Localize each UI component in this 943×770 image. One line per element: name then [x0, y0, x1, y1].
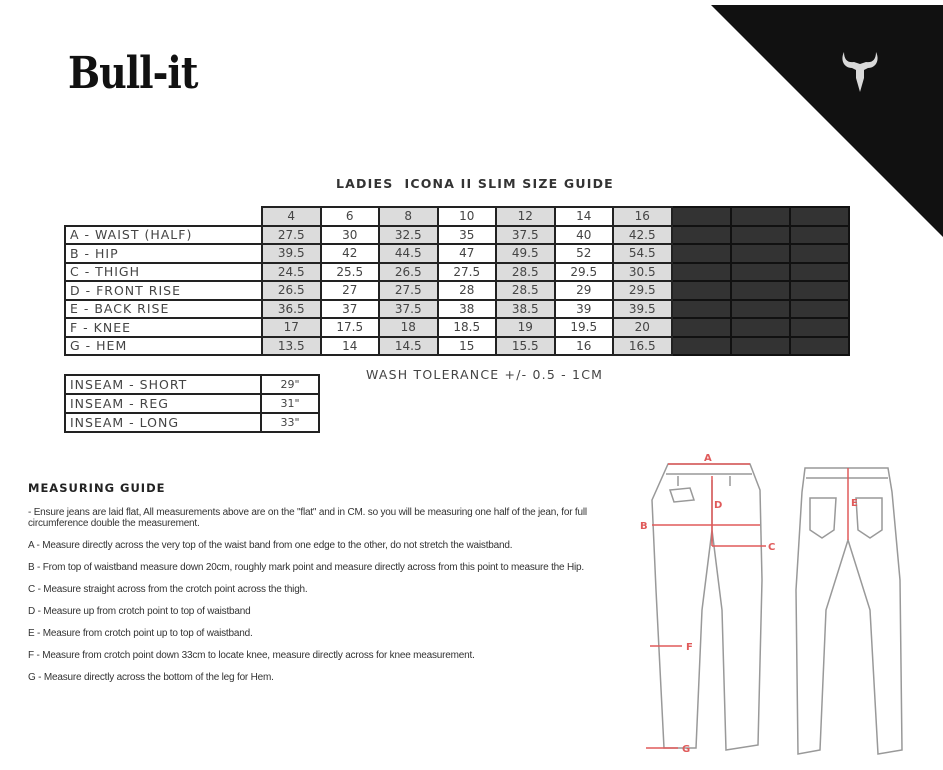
empty-dark-cell: [790, 300, 849, 319]
measurement-value: 28.5: [496, 263, 555, 282]
empty-dark-cell: [790, 244, 849, 263]
measurement-row: [65, 226, 849, 245]
measurement-value: 27.5: [438, 263, 497, 282]
measurement-value: 15.5: [496, 337, 555, 356]
measurement-value: 44.5: [379, 244, 438, 263]
jeans-front-outline: [652, 464, 762, 750]
measurement-value: 39: [555, 300, 614, 319]
measurement-label: A - WAIST (HALF): [65, 226, 262, 245]
measurement-value: 29.5: [555, 263, 614, 282]
measurement-value: 14: [321, 337, 380, 356]
guide-item-e: E - Measure from crotch point up to top of waistband.: [28, 628, 253, 639]
measurement-value: 16: [555, 337, 614, 356]
measurement-value: 35: [438, 226, 497, 245]
bull-head-icon: [838, 48, 882, 96]
inseam-row: [65, 394, 319, 413]
measurement-value: 52: [555, 244, 614, 263]
svg-text:A: A: [704, 453, 712, 464]
measurement-label: G - HEM: [65, 337, 262, 356]
measurement-value: 14.5: [379, 337, 438, 356]
measurement-value: 18.5: [438, 318, 497, 337]
measurement-value: 49.5: [496, 244, 555, 263]
svg-text:G: G: [682, 744, 691, 755]
inseam-row: [65, 375, 319, 394]
svg-text:F: F: [686, 642, 693, 653]
empty-dark-cell: [790, 318, 849, 337]
measurement-row: [65, 300, 849, 319]
brand-logo: Bull-it: [68, 46, 198, 99]
measuring-guide-heading: MEASURING GUIDE: [28, 481, 166, 495]
measurement-value: 20: [613, 318, 672, 337]
measurement-value: 26.5: [262, 281, 321, 300]
measurement-value: 30.5: [613, 263, 672, 282]
measurement-value: 36.5: [262, 300, 321, 319]
svg-text:E: E: [851, 498, 858, 509]
size-header-row: [65, 207, 849, 226]
empty-dark-cell: [731, 207, 790, 226]
empty-dark-cell: [731, 281, 790, 300]
empty-dark-cell: [731, 337, 790, 356]
empty-dark-cell: [790, 263, 849, 282]
inseam-label: INSEAM - REG: [65, 394, 261, 413]
measurement-value: 28.5: [496, 281, 555, 300]
empty-dark-cell: [672, 244, 731, 263]
measurement-value: 26.5: [379, 263, 438, 282]
measurement-value: 25.5: [321, 263, 380, 282]
empty-dark-cell: [790, 337, 849, 356]
empty-dark-cell: [790, 207, 849, 226]
empty-dark-cell: [790, 226, 849, 245]
measurement-value: 13.5: [262, 337, 321, 356]
measuring-guide-list: [28, 507, 608, 694]
size-header: 8: [379, 207, 438, 226]
measurement-value: 37.5: [496, 226, 555, 245]
measurement-value: 42.5: [613, 226, 672, 245]
inseam-value: 31": [261, 394, 319, 413]
measurement-value: 30: [321, 226, 380, 245]
measurement-row: [65, 263, 849, 282]
empty-dark-cell: [672, 300, 731, 319]
measurement-value: 27.5: [262, 226, 321, 245]
guide-item-b: B - From top of waistband measure down 20cm, roughly mark point and measure directly across from this point to measure the Hip.: [28, 562, 584, 573]
inseam-table: [64, 374, 320, 433]
measurement-value: 38: [438, 300, 497, 319]
measurement-row: [65, 337, 849, 356]
measurement-value: 24.5: [262, 263, 321, 282]
measurement-value: 19.5: [555, 318, 614, 337]
measurement-value: 38.5: [496, 300, 555, 319]
inseam-label: INSEAM - LONG: [65, 413, 261, 432]
measurement-value: 27.5: [379, 281, 438, 300]
guide-item-d: D - Measure up from crotch point to top of waistband: [28, 606, 251, 617]
measurement-label: B - HIP: [65, 244, 262, 263]
empty-dark-cell: [731, 318, 790, 337]
measurement-row: [65, 318, 849, 337]
measurement-label: F - KNEE: [65, 318, 262, 337]
measurement-value: 40: [555, 226, 614, 245]
measurement-value: 47: [438, 244, 497, 263]
empty-dark-cell: [672, 318, 731, 337]
measurement-label: C - THIGH: [65, 263, 262, 282]
empty-dark-cell: [731, 263, 790, 282]
jeans-back-outline: [796, 468, 902, 754]
empty-dark-cell: [672, 337, 731, 356]
guide-item-a: A - Measure directly across the very top of the waist band from one edge to the other, do not stretch the waistband.: [28, 540, 513, 551]
guide-item-c: C - Measure straight across from the crotch point across the thigh.: [28, 584, 308, 595]
measurement-value: 19: [496, 318, 555, 337]
measurement-value: 39.5: [613, 300, 672, 319]
measurement-value: 15: [438, 337, 497, 356]
guide-item-intro: - Ensure jeans are laid flat, All measurements above are on the "flat" and in CM. so you will be measuring one half of the jean, for full circumference double the measurement.: [28, 507, 587, 529]
measurement-value: 37: [321, 300, 380, 319]
size-header: 14: [555, 207, 614, 226]
empty-dark-cell: [731, 300, 790, 319]
measurement-value: 27: [321, 281, 380, 300]
svg-text:D: D: [714, 500, 723, 511]
inseam-row: [65, 413, 319, 432]
measurement-value: 17: [262, 318, 321, 337]
inseam-value: 33": [261, 413, 319, 432]
measurement-value: 29.5: [613, 281, 672, 300]
header-blank-cell: [65, 207, 262, 226]
wash-tolerance-note: WASH TOLERANCE +/- 0.5 - 1CM: [366, 367, 604, 382]
size-header: 4: [262, 207, 321, 226]
measurement-label: E - BACK RISE: [65, 300, 262, 319]
size-header: 16: [613, 207, 672, 226]
size-header: 10: [438, 207, 497, 226]
measurement-label: D - FRONT RISE: [65, 281, 262, 300]
corner-triangle: [711, 5, 943, 237]
measurement-value: 17.5: [321, 318, 380, 337]
measurement-value: 37.5: [379, 300, 438, 319]
measurement-row: [65, 281, 849, 300]
measurement-row: [65, 244, 849, 263]
empty-dark-cell: [672, 281, 731, 300]
measurement-value: 54.5: [613, 244, 672, 263]
empty-dark-cell: [731, 226, 790, 245]
measurement-value: 42: [321, 244, 380, 263]
jeans-measurement-diagram: [630, 450, 930, 760]
measurement-value: 29: [555, 281, 614, 300]
size-header: 6: [321, 207, 380, 226]
measurement-value: 28: [438, 281, 497, 300]
empty-dark-cell: [731, 244, 790, 263]
guide-item-g: G - Measure directly across the bottom of the leg for Hem.: [28, 672, 274, 683]
measurement-value: 32.5: [379, 226, 438, 245]
measurement-value: 18: [379, 318, 438, 337]
empty-dark-cell: [790, 281, 849, 300]
measurement-value: 16.5: [613, 337, 672, 356]
inseam-label: INSEAM - SHORT: [65, 375, 261, 394]
size-table: [64, 206, 850, 356]
svg-text:B: B: [640, 521, 648, 532]
empty-dark-cell: [672, 226, 731, 245]
guide-item-f: F - Measure from crotch point down 33cm to locate knee, measure directly across for knee measurement.: [28, 650, 475, 661]
empty-dark-cell: [672, 263, 731, 282]
inseam-value: 29": [261, 375, 319, 394]
size-header: 12: [496, 207, 555, 226]
svg-text:C: C: [768, 542, 776, 553]
page-title: LADIES ICONA II SLIM SIZE GUIDE: [336, 176, 614, 191]
measurement-value: 39.5: [262, 244, 321, 263]
empty-dark-cell: [672, 207, 731, 226]
